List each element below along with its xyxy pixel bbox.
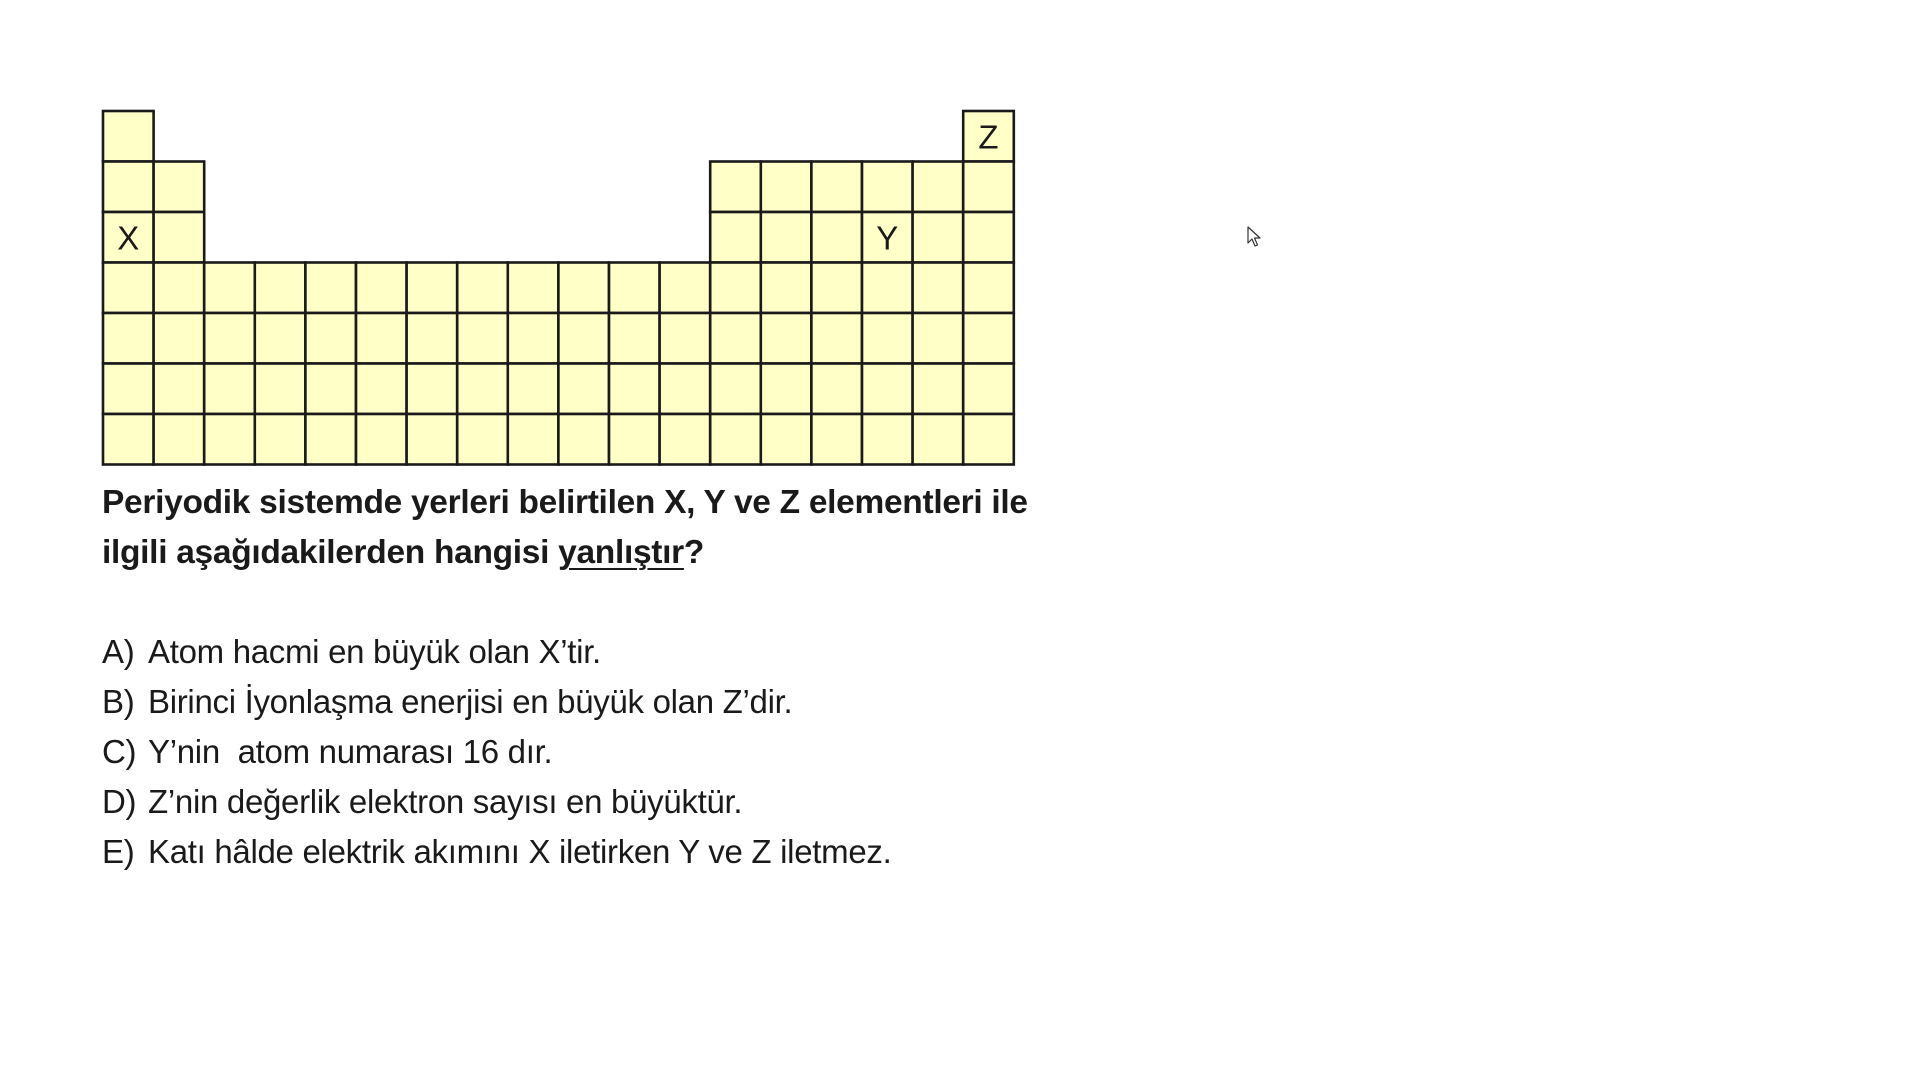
- table-cell: [154, 212, 205, 263]
- question-end: ?: [683, 534, 705, 571]
- option-text: Z’nin değerlik elektron sayısı en büyüktür.: [148, 783, 743, 820]
- question-part1: Periyodik sistemde yerleri belirtilen X, Y ve Z elementleri ile ilgili aşağıdakilerden hangisi: [102, 484, 1028, 571]
- option-text: Katı hâlde elektrik akımını X iletirken Y ve Z iletmez.: [148, 833, 892, 870]
- table-cell: [103, 364, 154, 415]
- table-cell: [407, 313, 458, 364]
- table-cell: [103, 263, 154, 314]
- table-cell: [660, 313, 711, 364]
- table-cell: [660, 364, 711, 415]
- periodic-table: [0, 0, 1920, 480]
- table-cell: [761, 212, 812, 263]
- table-cell: [710, 414, 761, 465]
- table-cell: [761, 263, 812, 314]
- table-cell: [963, 263, 1014, 314]
- table-cell: [204, 414, 255, 465]
- table-cell: [356, 414, 407, 465]
- table-cell: [710, 263, 761, 314]
- table-cell: [862, 414, 913, 465]
- table-cell: [963, 364, 1014, 415]
- table-cell: [963, 212, 1014, 263]
- table-cell: [457, 364, 508, 415]
- table-cell: [508, 313, 559, 364]
- table-cell: [103, 111, 154, 162]
- table-cell: [862, 263, 913, 314]
- table-cell: [255, 364, 306, 415]
- question-text: [102, 478, 1042, 578]
- mouse-pointer-icon: [1247, 226, 1263, 248]
- table-cell: [103, 414, 154, 465]
- table-cell: [305, 364, 356, 415]
- answer-options: [102, 627, 891, 877]
- table-cell: [811, 313, 862, 364]
- table-cell: [609, 414, 660, 465]
- table-cell: [710, 364, 761, 415]
- table-cell: [558, 414, 609, 465]
- table-cell: [255, 263, 306, 314]
- table-cell: [407, 263, 458, 314]
- table-cell: [609, 263, 660, 314]
- table-cell: [508, 263, 559, 314]
- table-cell: [761, 364, 812, 415]
- option-text: Y’nin atom numarası 16 dır.: [148, 733, 553, 770]
- table-cell: [963, 414, 1014, 465]
- table-cell: [204, 313, 255, 364]
- table-cell: [407, 364, 458, 415]
- table-cell: [862, 313, 913, 364]
- table-cell: [710, 162, 761, 213]
- table-cell: [255, 313, 306, 364]
- option-b[interactable]: [102, 677, 891, 727]
- option-c[interactable]: [102, 727, 891, 777]
- element-label-y: Y: [876, 219, 899, 257]
- table-cell: [913, 414, 964, 465]
- table-cell: [811, 263, 862, 314]
- option-letter: A): [102, 633, 135, 670]
- table-cell: [660, 414, 711, 465]
- table-cell: [913, 263, 964, 314]
- table-cell: [204, 364, 255, 415]
- table-cell: [609, 313, 660, 364]
- table-cell: [154, 313, 205, 364]
- table-cell: [103, 162, 154, 213]
- table-cell: [356, 313, 407, 364]
- periodic-table-figure: [0, 0, 1920, 480]
- element-label-x: X: [117, 219, 140, 257]
- table-cell: [913, 162, 964, 213]
- table-cell: [761, 414, 812, 465]
- option-text: Birinci İyonlaşma enerjisi en büyük olan Z’dir.: [148, 683, 793, 720]
- table-cell: [913, 212, 964, 263]
- table-cell: [710, 313, 761, 364]
- table-cell: [710, 212, 761, 263]
- table-cell: [305, 313, 356, 364]
- table-cell: [154, 263, 205, 314]
- table-cell: [407, 414, 458, 465]
- option-letter: E): [102, 833, 135, 870]
- table-cell: [204, 263, 255, 314]
- table-cell: [811, 414, 862, 465]
- table-cell: [862, 162, 913, 213]
- table-cell: [761, 313, 812, 364]
- table-cell: [963, 162, 1014, 213]
- table-cell: [811, 162, 862, 213]
- table-cell: [305, 263, 356, 314]
- table-cell: [862, 364, 913, 415]
- table-cell: [305, 414, 356, 465]
- table-cell: [558, 263, 609, 314]
- table-cell: [103, 313, 154, 364]
- option-text: Atom hacmi en büyük olan X’tir.: [148, 633, 601, 670]
- table-cell: [154, 414, 205, 465]
- table-cell: [356, 364, 407, 415]
- option-d[interactable]: [102, 777, 891, 827]
- table-cell: [255, 414, 306, 465]
- table-cell: [761, 162, 812, 213]
- table-cell: [457, 263, 508, 314]
- table-cell: [154, 162, 205, 213]
- table-cell: [609, 364, 660, 415]
- table-cell: [558, 364, 609, 415]
- table-cell: [913, 364, 964, 415]
- table-cell: [356, 263, 407, 314]
- table-cell: [660, 263, 711, 314]
- option-e[interactable]: [102, 827, 891, 877]
- table-cell: [508, 364, 559, 415]
- table-cell: [457, 313, 508, 364]
- table-cell: [913, 313, 964, 364]
- option-a[interactable]: [102, 627, 891, 677]
- option-letter: D): [102, 783, 137, 820]
- option-letter: B): [102, 683, 135, 720]
- table-cell: [154, 364, 205, 415]
- table-cell: [963, 313, 1014, 364]
- question-emphasis: yanlıştır: [558, 534, 684, 571]
- table-cell: [811, 364, 862, 415]
- table-cell: [457, 414, 508, 465]
- option-letter: C): [102, 733, 137, 770]
- table-cell: [811, 212, 862, 263]
- table-cell: [558, 313, 609, 364]
- table-cell: [508, 414, 559, 465]
- element-label-z: Z: [978, 118, 999, 156]
